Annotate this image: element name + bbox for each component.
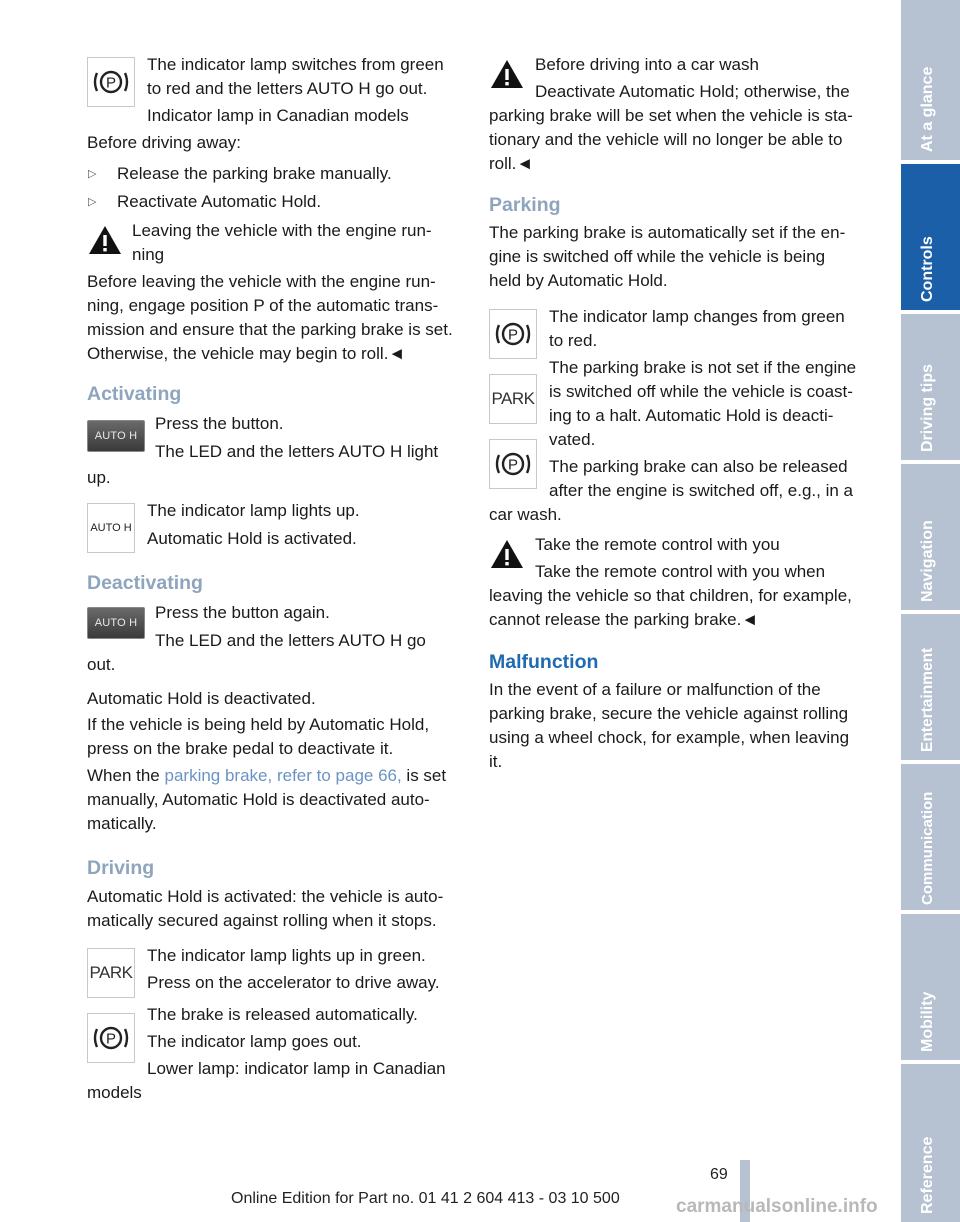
svg-text:P: P xyxy=(507,456,519,474)
text-line: cannot release the parking brake.◄ xyxy=(489,610,759,629)
text-line: If the vehicle is being held by Automatic Hold, xyxy=(87,715,430,734)
park-lamp-icon: PARK xyxy=(489,374,537,424)
list-item: Reactivate Automatic Hold. xyxy=(117,192,322,211)
svg-text:P: P xyxy=(507,326,519,344)
text-line: leaving the vehicle so that children, for example, xyxy=(489,586,852,605)
text-line: The indicator lamp lights up in green. xyxy=(147,946,426,965)
warning-icon xyxy=(489,538,525,570)
watermark: carmanualsonline.info xyxy=(676,1196,878,1217)
edition-line: Online Edition for Part no. 01 41 2 604 413 - 03 10 500 xyxy=(231,1190,620,1207)
text-line: models xyxy=(87,1083,142,1102)
text-line: The indicator lamp goes out. xyxy=(147,1032,362,1051)
tab-label: Navigation xyxy=(919,520,936,602)
text-line: to red. xyxy=(549,331,598,350)
text-line: Automatic Hold is activated. xyxy=(147,529,357,548)
text-line: Press the button again. xyxy=(155,603,330,622)
text-line: to red and the letters AUTO H go out. xyxy=(147,79,428,98)
text-line: roll.◄ xyxy=(489,154,534,173)
text-line: out. xyxy=(87,655,116,674)
warning-title: ning xyxy=(132,245,165,264)
parking-brake-lamp-icon xyxy=(489,309,537,359)
tab-reference[interactable] xyxy=(901,1064,960,1222)
text-line: parking brake will be set when the vehicle is sta- xyxy=(489,106,853,125)
tab-controls[interactable] xyxy=(901,164,960,310)
text-line: held by Automatic Hold. xyxy=(489,271,668,290)
auto-h-button-icon: AUTO H xyxy=(87,420,145,452)
text-line: it. xyxy=(489,752,503,771)
warning-icon xyxy=(489,58,525,90)
text-line: Automatic Hold is activated: the vehicle is auto- xyxy=(87,887,444,906)
tab-navigation[interactable] xyxy=(901,464,960,610)
text-line: using a wheel chock, for example, when leaving xyxy=(489,728,850,747)
tab-label: At a glance xyxy=(919,66,936,152)
text-line: The brake is released automatically. xyxy=(147,1005,418,1024)
text-line: The parking brake is not set if the engine xyxy=(549,358,857,377)
text-line: manually, Automatic Hold is deactivated auto- xyxy=(87,790,430,809)
text-line: In the event of a failure or malfunction of the xyxy=(489,680,821,699)
text-line: mission and ensure that the parking brake is set. xyxy=(87,320,453,339)
text-line: after the engine is switched off, e.g., in a xyxy=(549,481,853,500)
text-line: parking brake, secure the vehicle against rolling xyxy=(489,704,849,723)
text-line: tionary and the vehicle will no longer be able to xyxy=(489,130,843,149)
svg-text:P: P xyxy=(105,1030,117,1048)
bullet-icon: ▷ xyxy=(88,168,97,180)
section-heading-driving: Driving xyxy=(87,857,155,879)
text-line: Indicator lamp in Canadian models xyxy=(147,106,409,125)
tab-label: Driving tips xyxy=(919,363,936,452)
list-item: Release the parking brake manually. xyxy=(117,164,392,183)
auto-h-button-icon: AUTO H xyxy=(87,607,145,639)
text-line: Deactivate Automatic Hold; otherwise, the xyxy=(535,82,850,101)
text-line: Press on the accelerator to drive away. xyxy=(147,973,440,992)
tab-communication[interactable] xyxy=(901,764,960,910)
tab-label: Reference xyxy=(919,1136,936,1214)
text-line: Lower lamp: indicator lamp in Canadian xyxy=(147,1059,446,1078)
tab-label: Entertainment xyxy=(919,647,936,752)
text-line: ning, engage position P of the automatic trans- xyxy=(87,296,439,315)
text-line: car wash. xyxy=(489,505,562,524)
text-line: The indicator lamp changes from green xyxy=(549,307,845,326)
text-line: Otherwise, the vehicle may begin to roll.◄ xyxy=(87,344,406,363)
text-line: ing to a halt. Automatic Hold is deacti- xyxy=(549,406,834,425)
auto-h-lamp-icon: AUTO H xyxy=(87,503,135,553)
text-line: The LED and the letters AUTO H light xyxy=(155,442,439,461)
tab-entertainment[interactable] xyxy=(901,614,960,760)
text-line: matically. xyxy=(87,814,157,833)
text-line: The indicator lamp lights up. xyxy=(147,501,360,520)
text-line: Take the remote control with you when xyxy=(535,562,826,581)
text-line: The LED and the letters AUTO H go xyxy=(155,631,426,650)
warning-icon xyxy=(87,224,123,256)
text-line: vated. xyxy=(549,430,596,449)
warning-title: Leaving the vehicle with the engine run- xyxy=(132,221,432,240)
text-line: Automatic Hold is deactivated. xyxy=(87,689,316,708)
text-line: up. xyxy=(87,468,111,487)
text-line: The parking brake is automatically set if the en- xyxy=(489,223,846,242)
warning-title: Before driving into a car wash xyxy=(535,55,759,74)
parking-brake-lamp-icon xyxy=(87,57,135,107)
park-lamp-icon: PARK xyxy=(87,948,135,998)
section-heading-activating: Activating xyxy=(87,383,182,405)
page-number: 69 xyxy=(710,1166,728,1183)
text-line: When the parking brake, refer to page 66, is set xyxy=(87,766,447,785)
section-heading-deactivating: Deactivating xyxy=(87,572,203,594)
text-line: press on the brake pedal to deactivate it. xyxy=(87,739,394,758)
text-line: gine is switched off while the vehicle is being xyxy=(489,247,826,266)
text-line: Press the button. xyxy=(155,414,284,433)
text-line: is switched off while the vehicle is coast- xyxy=(549,382,853,401)
text-line: Before driving away: xyxy=(87,133,242,152)
text-line: The indicator lamp switches from green xyxy=(147,55,444,74)
chapter-tabs xyxy=(901,0,960,1222)
page-reference-link[interactable]: parking brake, refer to page 66, xyxy=(164,766,402,785)
text-line: matically secured against rolling when it stops. xyxy=(87,911,437,930)
tab-label: Communication xyxy=(919,791,936,905)
section-heading-parking: Parking xyxy=(489,194,561,216)
text-line: The parking brake can also be released xyxy=(549,457,848,476)
warning-title: Take the remote control with you xyxy=(535,535,780,554)
svg-text:P: P xyxy=(105,74,117,92)
tab-at-a-glance[interactable] xyxy=(901,0,960,160)
tab-mobility[interactable] xyxy=(901,914,960,1060)
tab-label: Controls xyxy=(919,236,936,302)
parking-brake-lamp-icon xyxy=(87,1013,135,1063)
tab-driving-tips[interactable] xyxy=(901,314,960,460)
tab-label: Mobility xyxy=(919,991,936,1052)
section-heading-malfunction: Malfunction xyxy=(489,651,599,673)
text-line: Before leaving the vehicle with the engine run- xyxy=(87,272,436,291)
bullet-icon: ▷ xyxy=(88,196,97,208)
parking-brake-lamp-icon xyxy=(489,439,537,489)
